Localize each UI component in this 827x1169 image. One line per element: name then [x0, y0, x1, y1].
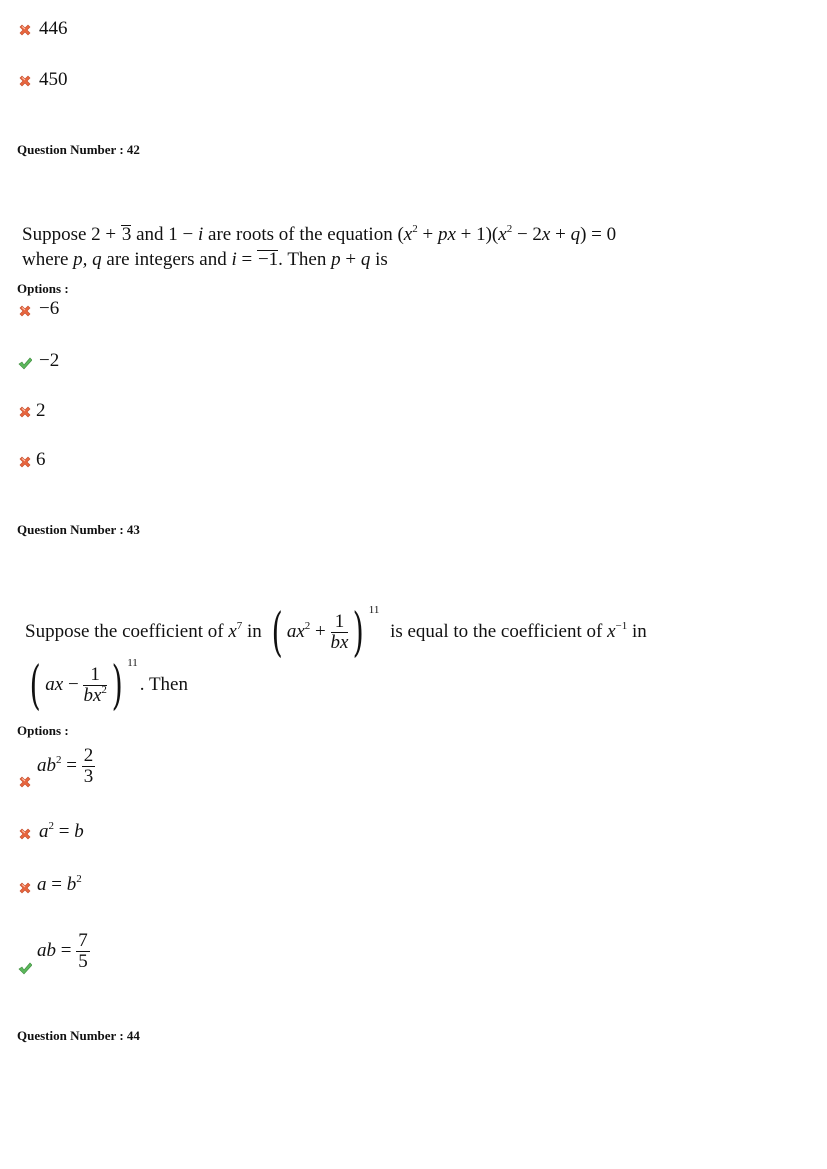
options-label: Options : [17, 281, 69, 296]
option-text: −6 [39, 298, 60, 319]
question-43-text-line1: Suppose the coefficient of $x^7$ in ( $ax^2$ + $\frac{1}{bx}$ ) $^{11}$ is equal to the coefficient of $x^{-1}$ in [25, 602, 647, 663]
wrong-icon [18, 304, 32, 318]
option-text: $a^2 = b$ [39, 820, 84, 842]
option-text: ab = $\frac{7}{5}$ [37, 930, 88, 973]
option-text: 2 [36, 400, 46, 421]
wrong-icon [18, 827, 32, 841]
question-43-text-line2: ( ax − $\frac{1}{bx^2}$ ) $^{11}$. Then [29, 655, 188, 716]
wrong-icon [18, 74, 32, 88]
wrong-icon [18, 775, 32, 789]
option-text: −2 [39, 350, 60, 371]
wrong-icon [18, 455, 32, 469]
wrong-icon [18, 405, 32, 419]
option-text: 446 [39, 18, 68, 39]
wrong-icon [18, 23, 32, 37]
question-42-text-line1: Suppose 2 + 3 and 1 − i are roots of the equation ($x^2$ + px + $1)(x^2 - 2x + q) = 0$ [22, 223, 617, 245]
option-text: 450 [39, 69, 68, 90]
question-number-43: Question Number : 43 [17, 522, 140, 537]
question-42-text-line2: where p, q are integers and i = −1. Then p + q is [22, 249, 388, 270]
question-number-44: Question Number : 44 [17, 1028, 140, 1043]
correct-icon [18, 961, 32, 975]
wrong-icon [18, 881, 32, 895]
option-text: 6 [36, 449, 46, 470]
option-text: $a = b^2$ [37, 873, 82, 895]
options-label: Options : [17, 723, 69, 738]
correct-icon [18, 356, 32, 370]
option-text: $ab^2$ = $\frac{2}{3}$ [37, 745, 94, 788]
question-number-42: Question Number : 42 [17, 142, 140, 157]
